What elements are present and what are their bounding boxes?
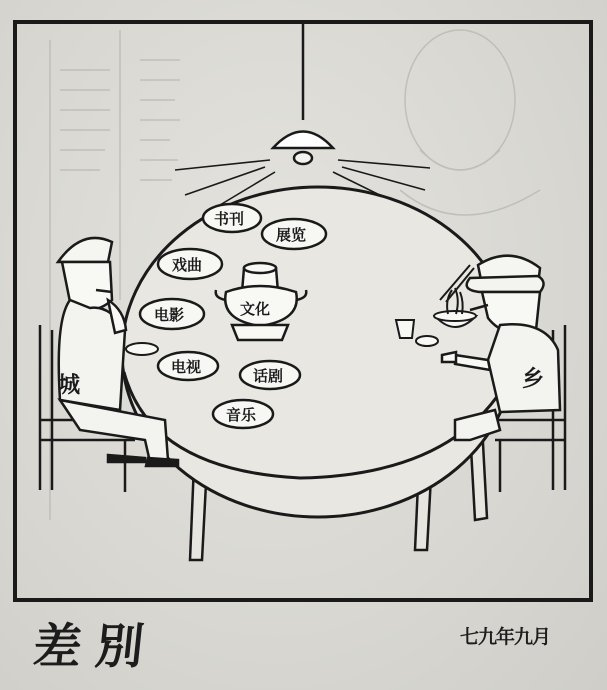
cartoon-title: 差別 bbox=[30, 619, 161, 675]
dish-plate bbox=[213, 400, 273, 428]
small-bowl bbox=[126, 343, 158, 355]
hotpot-label: 文化 bbox=[240, 300, 271, 318]
dish-label: 音乐 bbox=[226, 406, 257, 424]
city-diner-label: 城 bbox=[58, 373, 81, 398]
dish-label: 书刊 bbox=[214, 210, 245, 228]
dish-label: 戏曲 bbox=[172, 256, 203, 274]
dish-plate bbox=[140, 299, 204, 329]
dish-label: 话剧 bbox=[253, 367, 284, 385]
dish-plate bbox=[240, 361, 300, 389]
dish-label: 展览 bbox=[276, 226, 307, 244]
dish-plate bbox=[158, 352, 218, 380]
dish-label: 电影 bbox=[154, 306, 185, 324]
ceiling-lamp bbox=[273, 24, 333, 164]
dish-plate bbox=[203, 204, 261, 232]
dish-label: 电视 bbox=[171, 358, 202, 376]
dish-plate bbox=[158, 249, 222, 279]
rural-diner-label: 乡 bbox=[522, 367, 545, 392]
cartoon-date: 七九年九月 bbox=[460, 626, 551, 648]
dish-plate bbox=[262, 219, 326, 249]
